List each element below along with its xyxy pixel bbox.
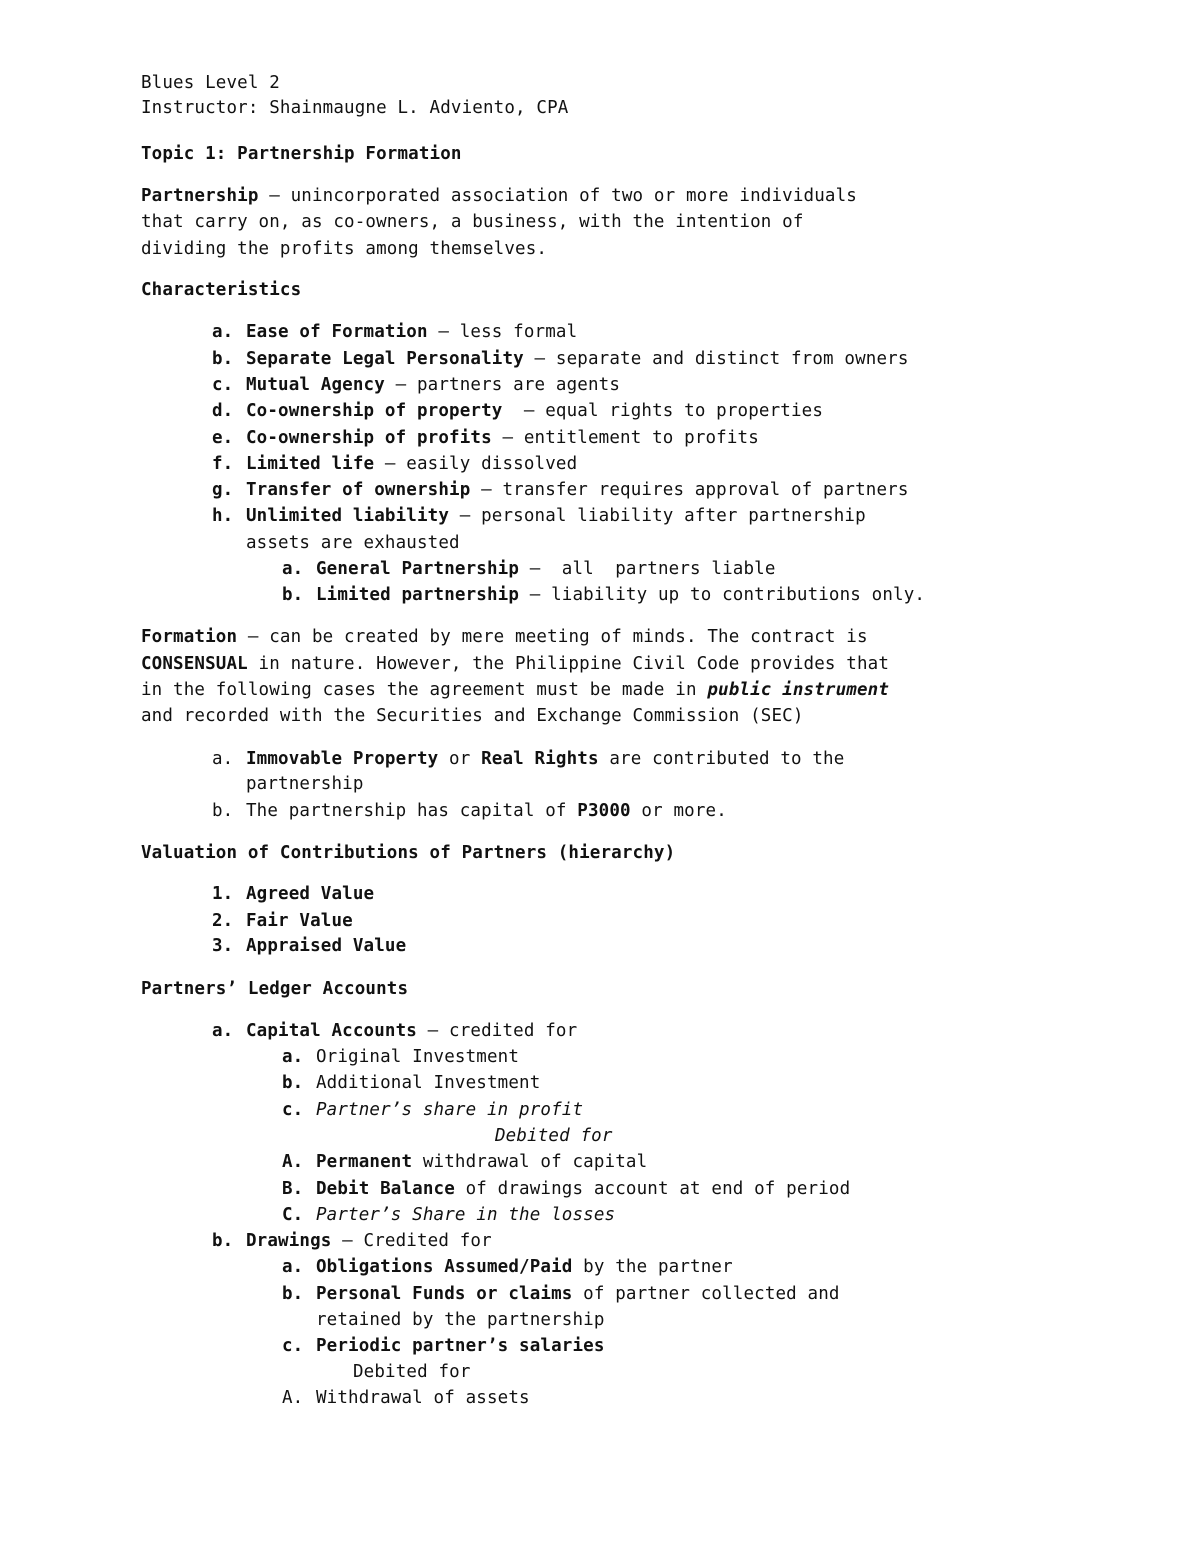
item-desc: – Credited for <box>331 1231 492 1251</box>
item-desc: Additional Investment <box>316 1073 541 1093</box>
sub-list-item <box>282 1335 605 1357</box>
item-term: Mutual Agency <box>246 375 385 395</box>
item-desc: – separate and distinct from owners <box>523 349 909 369</box>
item-term: Transfer of ownership <box>246 480 471 500</box>
list-marker: e. <box>212 428 234 448</box>
formation-text: – can be created by mere meeting of minds. The contract is <box>237 627 868 647</box>
sub-list-item <box>282 1072 540 1094</box>
formation-text: in the following cases the agreement must be made in <box>141 680 708 700</box>
item-desc: – easily dissolved <box>374 454 578 474</box>
sub-list-item <box>282 1204 615 1226</box>
item-desc: of partner collected and <box>572 1284 840 1304</box>
item-desc: Withdrawal of assets <box>316 1388 530 1408</box>
item-desc: or more. <box>630 801 727 821</box>
list-item <box>212 748 844 770</box>
list-item <box>212 935 406 957</box>
characteristics-heading: Characteristics <box>141 280 302 300</box>
consensual-term: CONSENSUAL <box>141 654 248 674</box>
item-term: Unlimited liability <box>246 506 450 526</box>
instructor-line: Instructor: Shainmaugne L. Adviento, CPA <box>141 98 569 118</box>
list-item <box>212 800 727 822</box>
definition-text: – unincorporated association of two or more individuals <box>258 186 857 206</box>
list-marker: A. <box>282 1388 304 1408</box>
list-marker: C. <box>282 1205 304 1225</box>
list-marker: a. <box>282 1047 304 1067</box>
list-item <box>212 505 866 527</box>
item-term: Personal Funds or claims <box>316 1284 573 1304</box>
list-item-continuation: assets are exhausted <box>246 533 460 553</box>
item-term: Periodic partner’s salaries <box>316 1336 605 1356</box>
item-desc: withdrawal of capital <box>412 1152 648 1172</box>
item-term: Co-ownership of property <box>246 401 503 421</box>
list-marker: b. <box>212 349 234 369</box>
list-item <box>212 479 909 501</box>
sub-list-item <box>282 584 925 606</box>
item-term: Capital Accounts <box>246 1021 417 1041</box>
list-marker: a. <box>212 1021 234 1041</box>
item-term: Obligations Assumed/Paid <box>316 1257 573 1277</box>
definition-term: Partnership <box>141 186 259 206</box>
item-term: Permanent <box>316 1152 413 1172</box>
item-term: Limited partnership <box>316 585 520 605</box>
list-marker: a. <box>212 322 234 342</box>
list-item <box>212 374 620 396</box>
list-marker: g. <box>212 480 234 500</box>
item-desc: – all partners liable <box>519 559 776 579</box>
list-item-continuation: retained by the partnership <box>316 1310 605 1330</box>
list-item <box>212 1230 492 1252</box>
item-term: General Partnership <box>316 559 520 579</box>
ledger-heading: Partners’ Ledger Accounts <box>141 979 409 999</box>
item-desc: – liability up to contributions only. <box>519 585 926 605</box>
list-item <box>212 348 909 370</box>
list-marker: f. <box>212 454 234 474</box>
list-item <box>212 883 374 905</box>
formation-line-1 <box>141 626 868 648</box>
formation-line-3 <box>141 679 889 701</box>
list-marker: h. <box>212 506 234 526</box>
course-title: Blues Level 2 <box>141 73 280 93</box>
list-marker: B. <box>282 1179 304 1199</box>
item-desc: are contributed to the <box>598 749 845 769</box>
list-marker: c. <box>212 375 234 395</box>
list-item <box>212 910 353 932</box>
list-marker: b. <box>212 1231 234 1251</box>
sub-list-item <box>282 1178 850 1200</box>
list-item-continuation: partnership <box>246 774 364 794</box>
sub-list-item <box>282 558 776 580</box>
sub-list-item <box>282 1046 519 1068</box>
item-desc: or <box>438 749 482 769</box>
list-marker: b. <box>282 1073 304 1093</box>
formation-line-2 <box>141 653 889 675</box>
item-desc: – entitlement to profits <box>491 428 759 448</box>
item-desc: Parter’s Share in the losses <box>316 1205 616 1225</box>
debited-for-label: Debited for <box>495 1126 613 1146</box>
list-item <box>212 453 577 475</box>
item-term: Immovable Property <box>246 749 439 769</box>
topic-heading: Topic 1: Partnership Formation <box>141 144 462 164</box>
valuation-heading: Valuation of Contributions of Partners (hierarchy) <box>141 843 676 863</box>
debited-for-label: Debited for <box>353 1362 471 1382</box>
list-marker: 3. <box>212 936 234 956</box>
list-item <box>212 400 823 422</box>
item-term: Drawings <box>246 1231 332 1251</box>
list-marker: b. <box>212 801 234 821</box>
list-marker: c. <box>282 1336 304 1356</box>
formation-text: in nature. However, the Philippine Civil Code provides that <box>247 654 890 674</box>
definition-line-2: that carry on, as co-owners, a business, with the intention of <box>141 212 804 232</box>
list-marker: c. <box>282 1100 304 1120</box>
item-term: Debit Balance <box>316 1179 455 1199</box>
list-marker: b. <box>282 585 304 605</box>
list-item <box>212 427 759 449</box>
sub-list-item <box>282 1387 530 1409</box>
list-marker: 1. <box>212 884 234 904</box>
item-desc: Original Investment <box>316 1047 520 1067</box>
formation-line-4: and recorded with the Securities and Exchange Commission (SEC) <box>141 706 804 726</box>
item-term: P3000 <box>577 801 631 821</box>
item-term: Separate Legal Personality <box>246 349 524 369</box>
sub-list-item <box>282 1099 583 1121</box>
item-desc: The partnership has capital of <box>246 801 578 821</box>
list-marker: A. <box>282 1152 304 1172</box>
item-term: Agreed Value <box>246 884 375 904</box>
sub-list-item <box>282 1256 733 1278</box>
item-desc: – partners are agents <box>384 375 621 395</box>
list-marker: a. <box>212 749 234 769</box>
list-marker: a. <box>282 559 304 579</box>
formation-term: Formation <box>141 627 238 647</box>
item-term: Fair Value <box>246 911 353 931</box>
sub-list-item <box>282 1151 647 1173</box>
public-instrument-term: public instrument <box>707 680 890 700</box>
item-term: Ease of Formation <box>246 322 428 342</box>
definition-line-3: dividing the profits among themselves. <box>141 239 548 259</box>
list-marker: 2. <box>212 911 234 931</box>
item-desc: – credited for <box>416 1021 578 1041</box>
item-term: Limited life <box>246 454 375 474</box>
sub-list-item <box>282 1283 840 1305</box>
item-term: Real Rights <box>481 749 599 769</box>
item-desc: – personal liability after partnership <box>449 506 866 526</box>
item-desc: – equal rights to properties <box>502 401 824 421</box>
list-item <box>212 321 577 343</box>
item-desc: – less formal <box>427 322 578 342</box>
definition-line-1 <box>141 185 857 207</box>
item-desc: of drawings account at end of period <box>454 1179 851 1199</box>
item-desc: – transfer requires approval of partners <box>470 480 909 500</box>
list-marker: a. <box>282 1257 304 1277</box>
list-marker: b. <box>282 1284 304 1304</box>
list-item <box>212 1020 577 1042</box>
item-term: Appraised Value <box>246 936 407 956</box>
item-desc: by the partner <box>572 1257 733 1277</box>
list-marker: d. <box>212 401 234 421</box>
item-desc: Partner’s share in profit <box>316 1100 584 1120</box>
item-term: Co-ownership of profits <box>246 428 492 448</box>
